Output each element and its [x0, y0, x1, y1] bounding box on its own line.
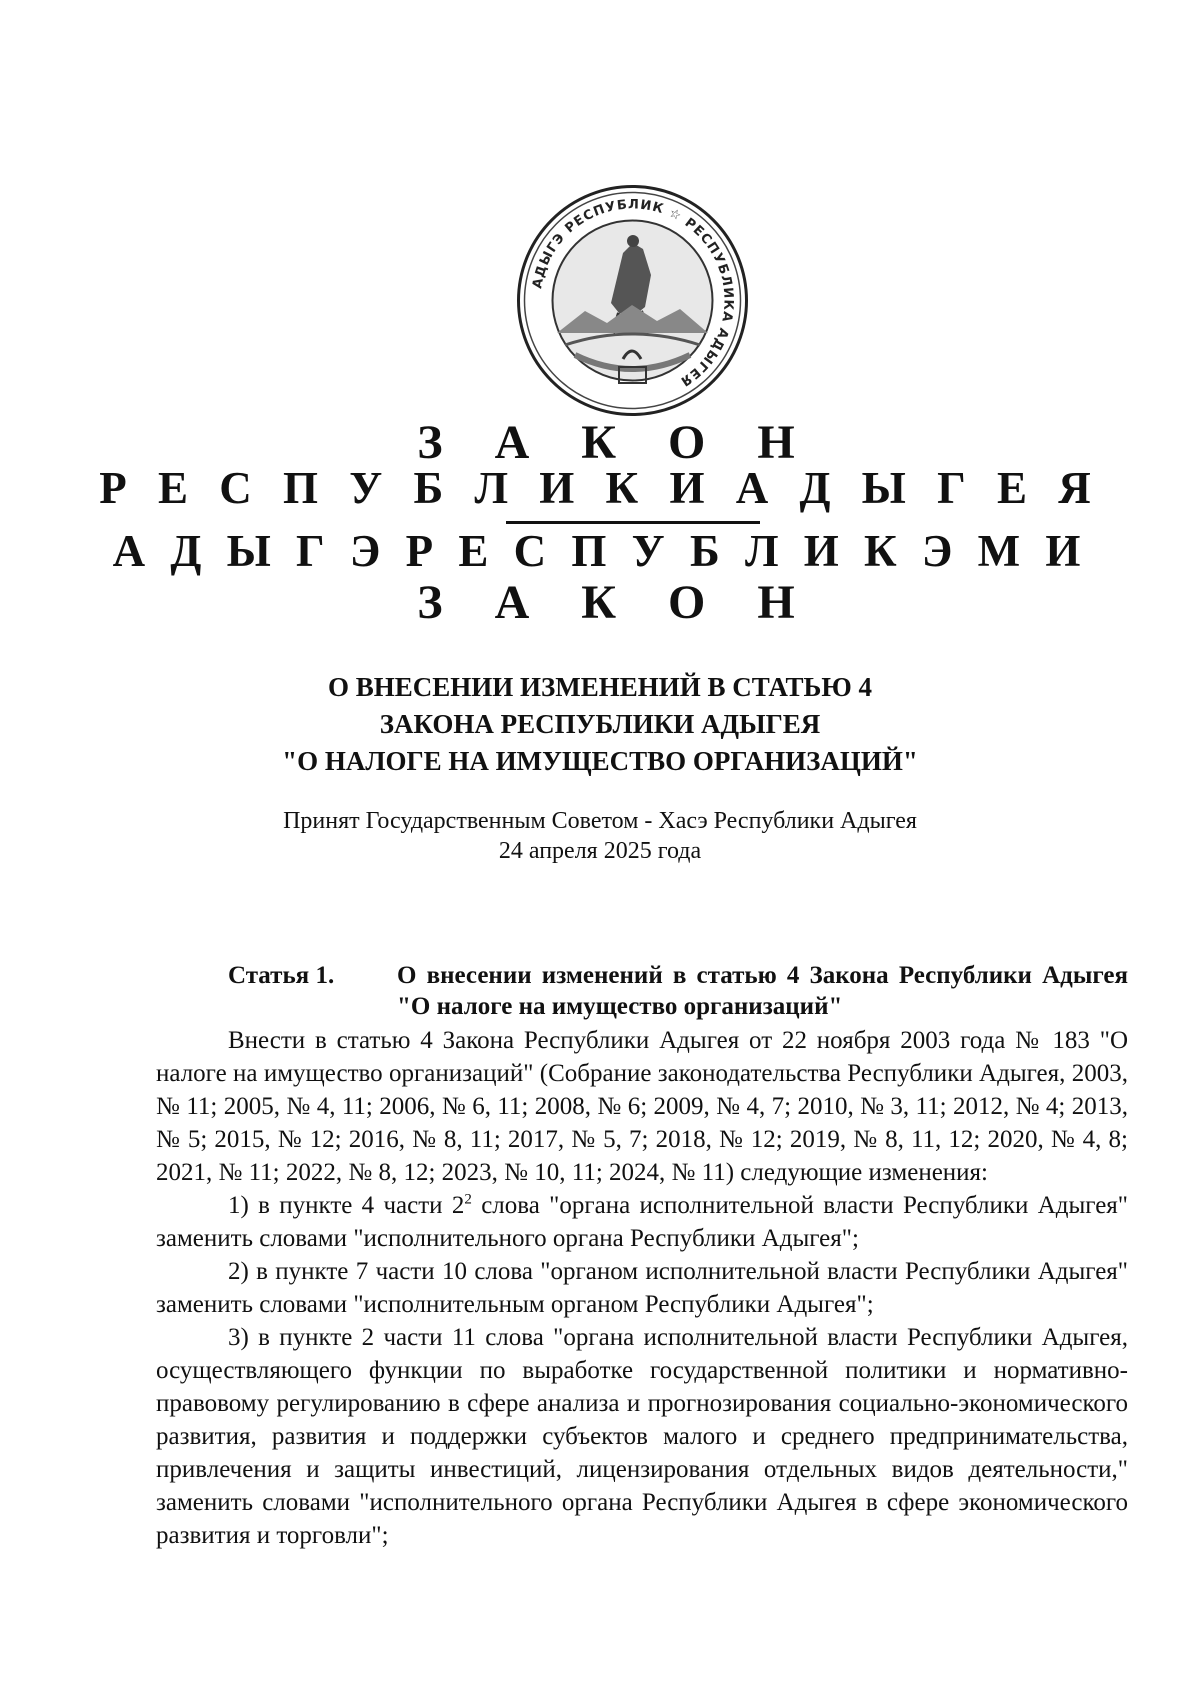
coat-of-arms-emblem — [515, 183, 750, 418]
law-name — [0, 669, 1200, 780]
republic-name-ru: Р Е С П У Б Л И К И А Д Ы Г Е Я — [99, 463, 1101, 513]
adoption-info — [0, 806, 1200, 866]
law-name-line: О ВНЕСЕНИИ ИЗМЕНЕНИЙ В СТАТЬЮ 4 — [327, 672, 873, 702]
article-item-2: 2) в пункте 7 части 10 слова "органом исполнительной власти Республики Адыгея" заменить словами "исполнительным органом Республики Адыгея"; — [156, 1258, 1128, 1318]
law-name-line: ЗАКОНА РЕСПУБЛИКИ АДЫГЕЯ — [379, 709, 821, 739]
adoption-date: 24 апреля 2025 года — [498, 838, 702, 864]
emblem-ring-text: АДЫГЭ РЕСПУБЛИК ☆ РЕСПУБЛИКА АДЫГЕЯ — [530, 197, 736, 390]
article-body — [156, 1024, 1128, 1552]
article-number: Статья 1. — [228, 962, 335, 989]
article-title: О внесении изменений в статью 4 Закона Республики Адыгея "О налоге на имущество организаций" — [397, 962, 1128, 1020]
law-title-ady: З А К О Н — [417, 576, 815, 629]
article-item-3: 3) в пункте 2 части 11 слова "органа исполнительной власти Республики Адыгея, осуществляющего функции по выработке государственной политики и нормативно-правовому регулированию в сфере анализа и прогнозирования социально-экономического развития, развития и поддержки субъектов малого и среднего предпринимательства, привлечения и защиты инвестиций, лицензирования отдельных видов деятельности," заменить словами "исполнительного органа Республики Адыгея в сфере экономического развития и торговли"; — [156, 1324, 1128, 1549]
article-intro: Внести в статью 4 Закона Республики Адыгея от 22 ноября 2003 года № 183 "О налоге на имущество организаций" (Собрание законодательства Республики Адыгея, 2003, № 11; 2005, № 4, 11; 2006, № 6, 11; 2008, № 6; 2009, № 4, 7; 2010, № 3, 11; 2012, № 4; 2013, № 5; 2015, № 12; 2016, № 8, 11; 2017, № 5, 7; 2018, № 12; 2019, № 8, 11, 12; 2020, № 4, 8; 2021, № 11; 2022, № 8, 12; 2023, № 10, 11; 2024, № 11) следующие изменения: — [156, 1027, 1128, 1186]
republic-name-ady: А Д Ы Г Э Р Е С П У Б Л И К Э М И — [112, 526, 1088, 576]
law-name-line: "О НАЛОГЕ НА ИМУЩЕСТВО ОРГАНИЗАЦИЙ" — [282, 746, 918, 776]
article-item-1: 1) в пункте 4 части $2^2$ слова "органа исполнительной власти Республики Адыгея" заменить словами "исполнительного органа Республики Адыгея"; — [156, 1191, 1129, 1252]
law-title-ru: З А К О Н — [417, 416, 815, 469]
adoption-body: Принят Государственным Советом - Хасэ Республики Адыгея — [283, 808, 917, 834]
title-divider — [506, 521, 760, 524]
